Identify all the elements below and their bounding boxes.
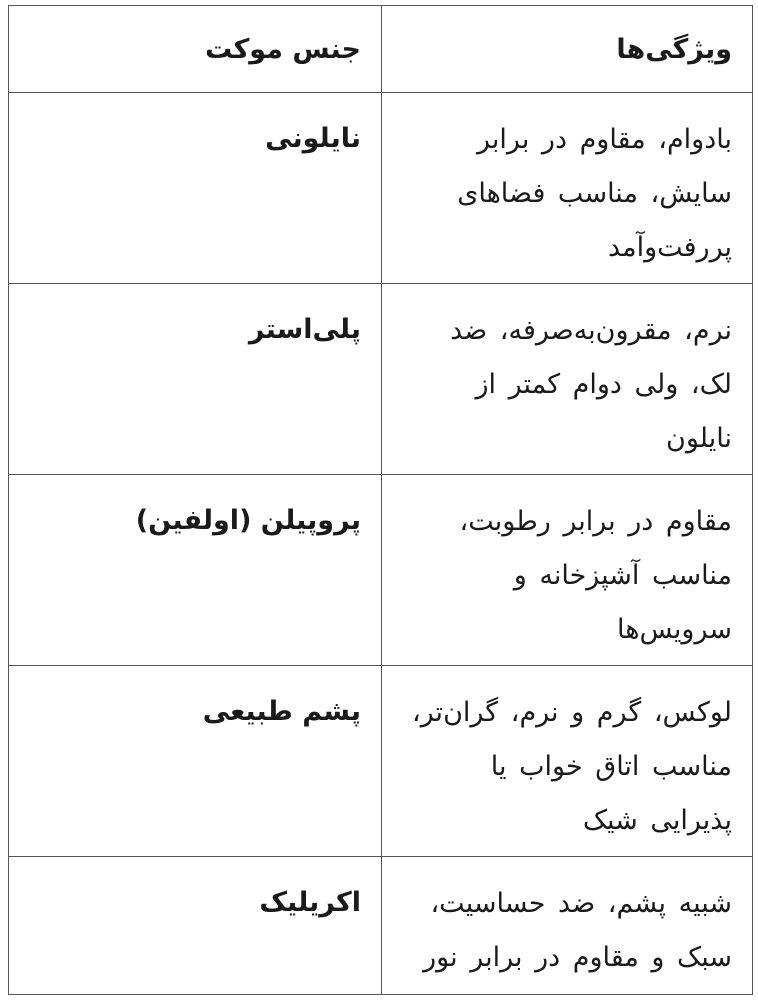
features-cell xyxy=(382,284,753,475)
material-cell xyxy=(9,284,382,475)
table-row xyxy=(9,93,753,284)
features-cell xyxy=(382,857,753,995)
table-row xyxy=(9,475,753,666)
header-material: جنس موکت xyxy=(9,6,382,93)
header-features: ویژگی‌ها xyxy=(382,6,753,93)
features-cell xyxy=(382,666,753,857)
material-cell xyxy=(9,857,382,995)
features-text: مقاوم در برابر رطوبت، مناسب آشپزخانه و سرویس‌ها xyxy=(459,506,732,645)
features-text: شبیه پشم، ضد حساسیت، سبک و مقاوم در برابر نور xyxy=(423,888,732,973)
features-cell xyxy=(382,475,753,666)
material-cell xyxy=(9,666,382,857)
carpet-materials-table xyxy=(8,5,753,995)
material-name: پشم طبیعی xyxy=(202,696,361,727)
features-cell xyxy=(382,93,753,284)
features-text: لوکس، گرم و نرم، گران‌تر، مناسب اتاق خواب یا پذیرایی شیک xyxy=(411,697,732,836)
material-cell xyxy=(9,93,382,284)
table-row xyxy=(9,857,753,995)
table-row xyxy=(9,666,753,857)
material-cell xyxy=(9,475,382,666)
table-header-row xyxy=(9,6,753,93)
features-text: نرم، مقرون‌به‌صرفه، ضد لک، ولی دوام کمتر از نایلون xyxy=(450,315,732,454)
material-name: اکریلیک xyxy=(259,887,361,918)
material-name: نایلونی xyxy=(265,123,361,154)
carpet-materials-table-container xyxy=(8,5,752,995)
table-row xyxy=(9,284,753,475)
material-name: پلی‌استر xyxy=(248,314,361,345)
material-name: پروپیلن (اولفین) xyxy=(135,505,361,536)
features-text: بادوام، مقاوم در برابر سایش، مناسب فضاهای پررفت‌وآمد xyxy=(457,124,732,263)
